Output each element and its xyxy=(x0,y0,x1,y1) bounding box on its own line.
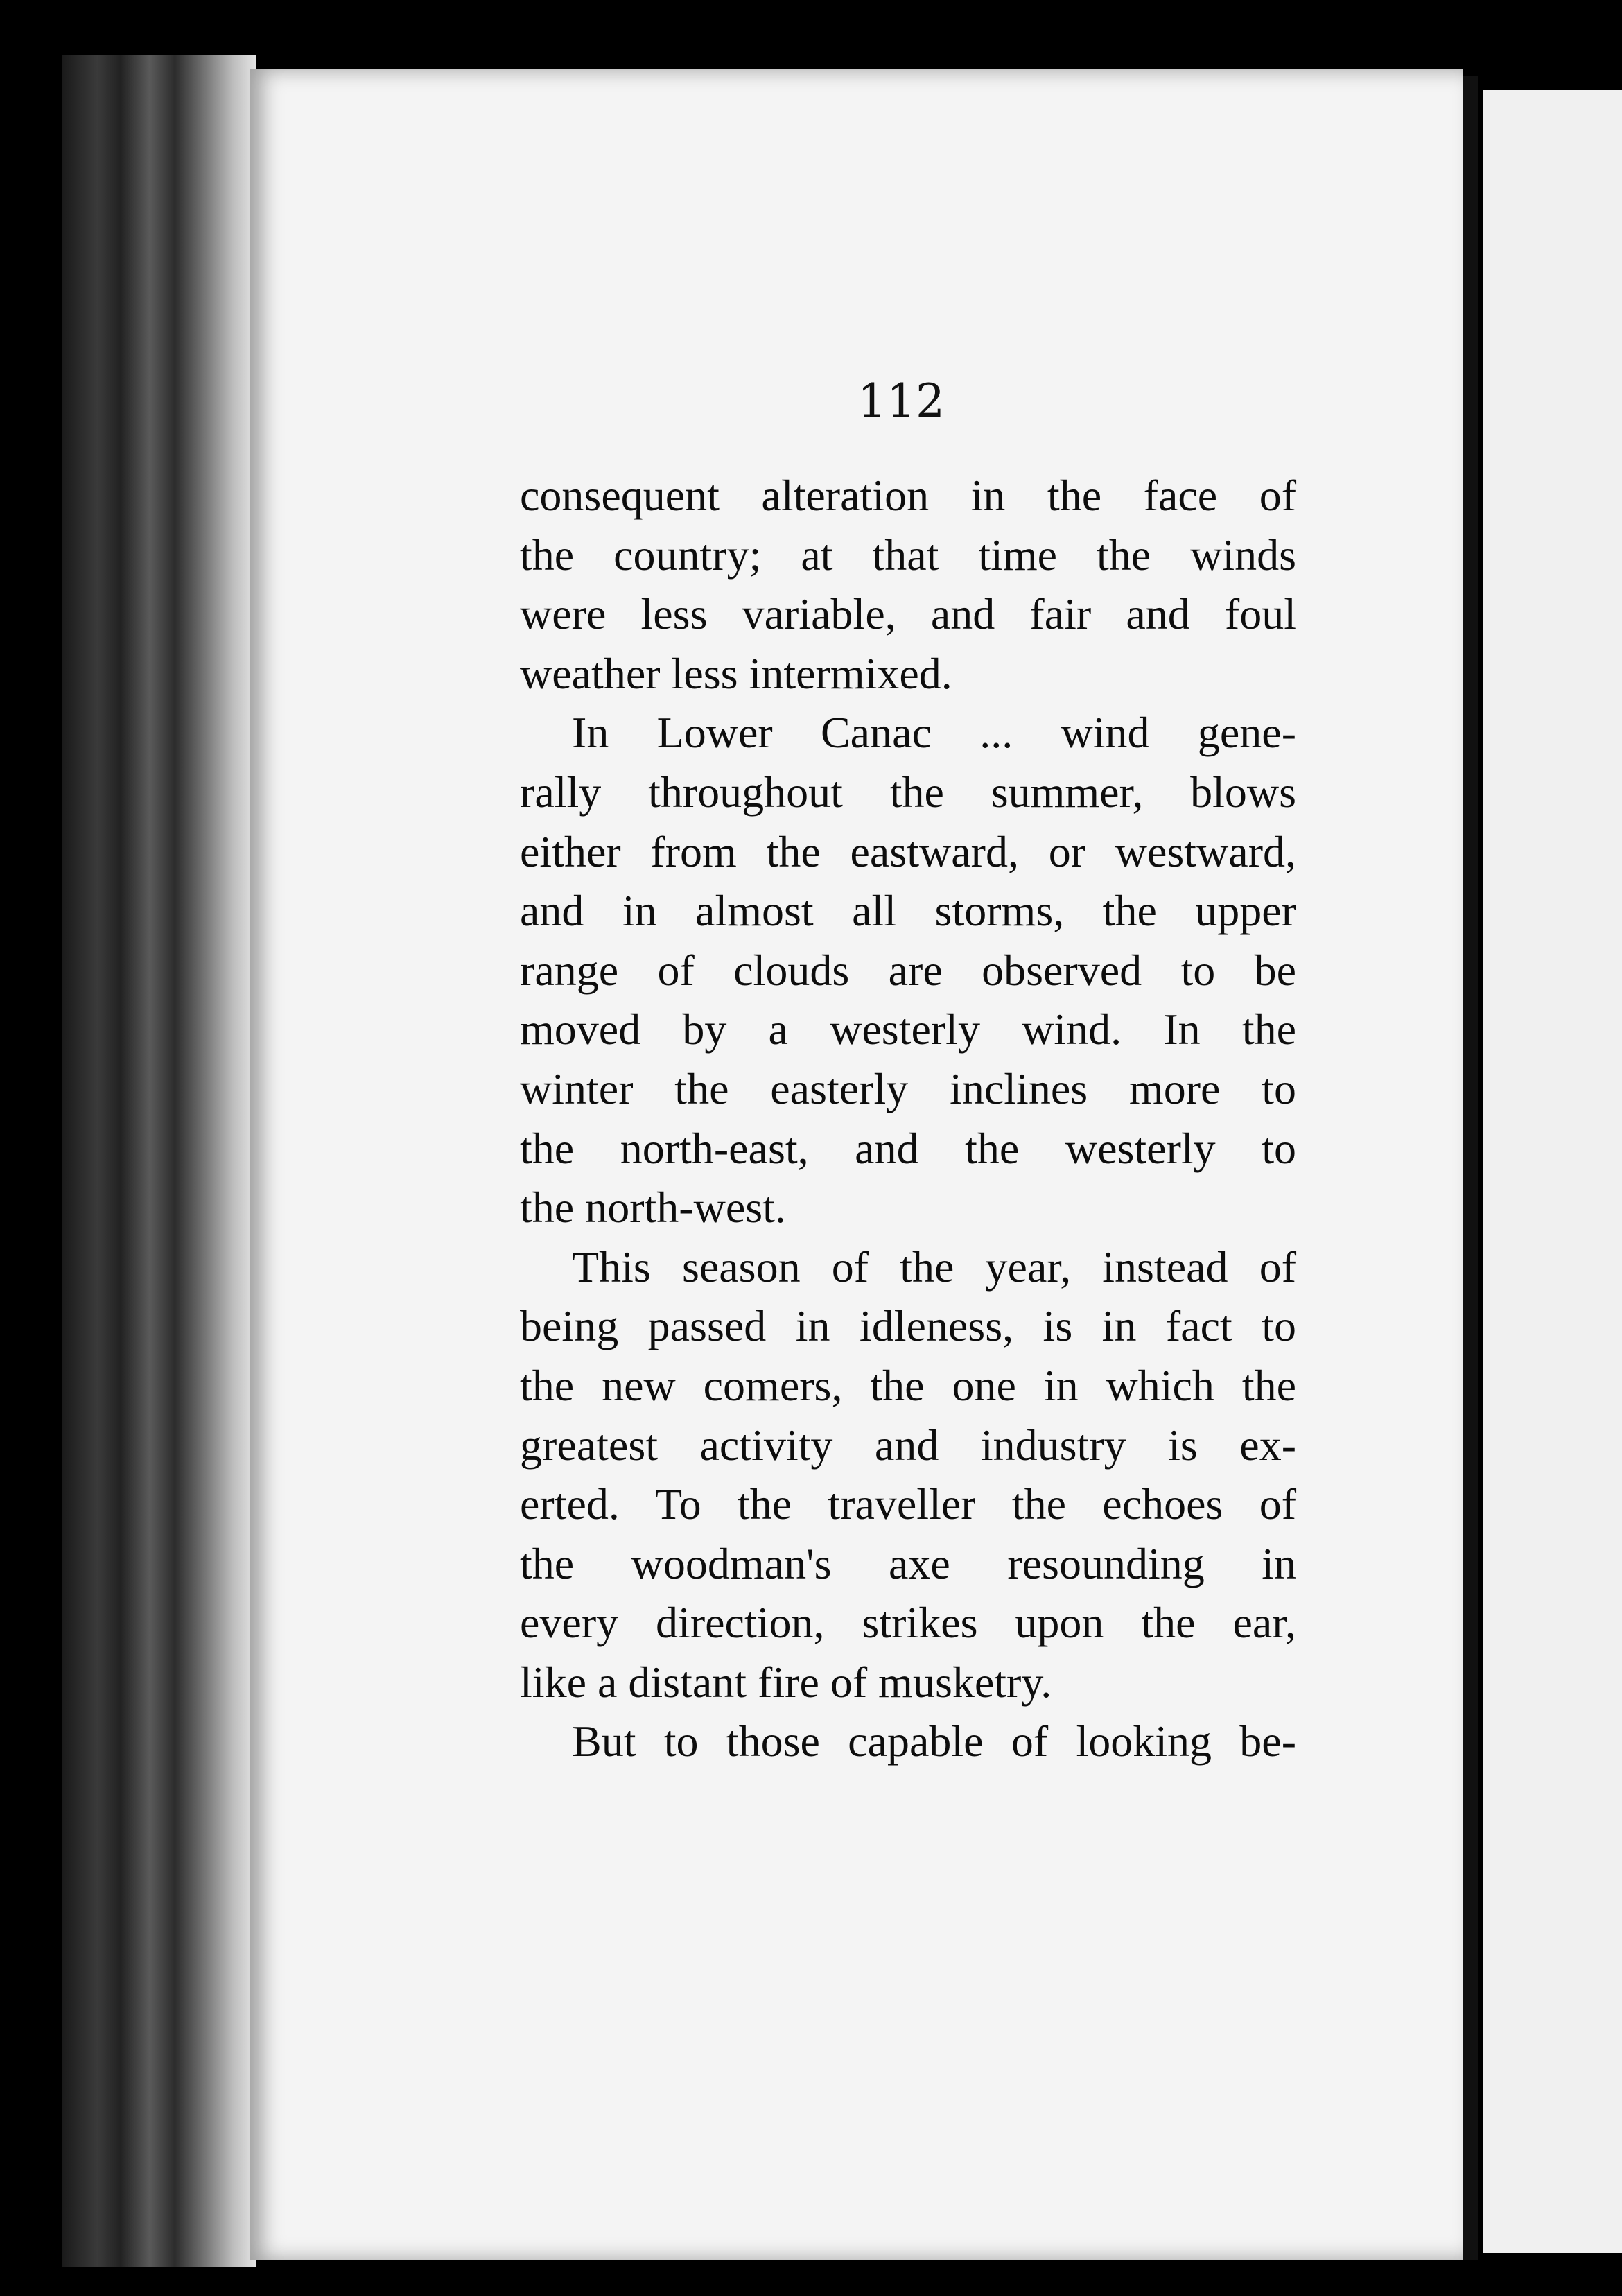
page-number: 112 xyxy=(857,374,945,428)
text-line: every direction, strikes upon the ear, xyxy=(520,1598,1296,1648)
text-line: the north-east, and the westerly to xyxy=(520,1123,1296,1173)
text-line: In Lower Canac ... wind gene- xyxy=(572,708,1296,758)
text-line: being passed in idleness, is in fact to xyxy=(520,1301,1296,1351)
text-line: rally throughout the summer, blows xyxy=(520,767,1296,817)
text-line: weather less intermixed. xyxy=(520,648,952,698)
text-line: range of clouds are observed to be xyxy=(520,945,1296,995)
text-line: the woodman's axe resounding in xyxy=(520,1538,1296,1588)
body-text xyxy=(520,466,1296,1771)
text-line: moved by a westerly wind. In the xyxy=(520,1004,1296,1054)
text-line: either from the eastward, or westward, xyxy=(520,826,1296,876)
gutter-shadow xyxy=(1463,76,1478,2260)
text-line: the country; at that time the winds xyxy=(520,530,1296,580)
text-line: like a distant fire of musketry. xyxy=(520,1657,1052,1707)
text-line: the new comers, the one in which the xyxy=(520,1360,1296,1410)
facing-page-edge xyxy=(1483,90,1622,2253)
text-line: and in almost all storms, the upper xyxy=(520,886,1296,936)
text-line: were less variable, and fair and foul xyxy=(520,589,1296,639)
text-line: erted. To the traveller the echoes of xyxy=(520,1479,1296,1529)
text-line: greatest activity and industry is ex- xyxy=(520,1420,1296,1470)
text-line: This season of the year, instead of xyxy=(572,1242,1296,1292)
text-line: But to those capable of looking be- xyxy=(572,1716,1296,1766)
page-stack-edges xyxy=(62,55,256,2267)
text-line: consequent alteration in the face of xyxy=(520,471,1296,520)
text-line: winter the easterly inclines more to xyxy=(520,1063,1296,1113)
text-line: the north-west. xyxy=(520,1183,786,1233)
